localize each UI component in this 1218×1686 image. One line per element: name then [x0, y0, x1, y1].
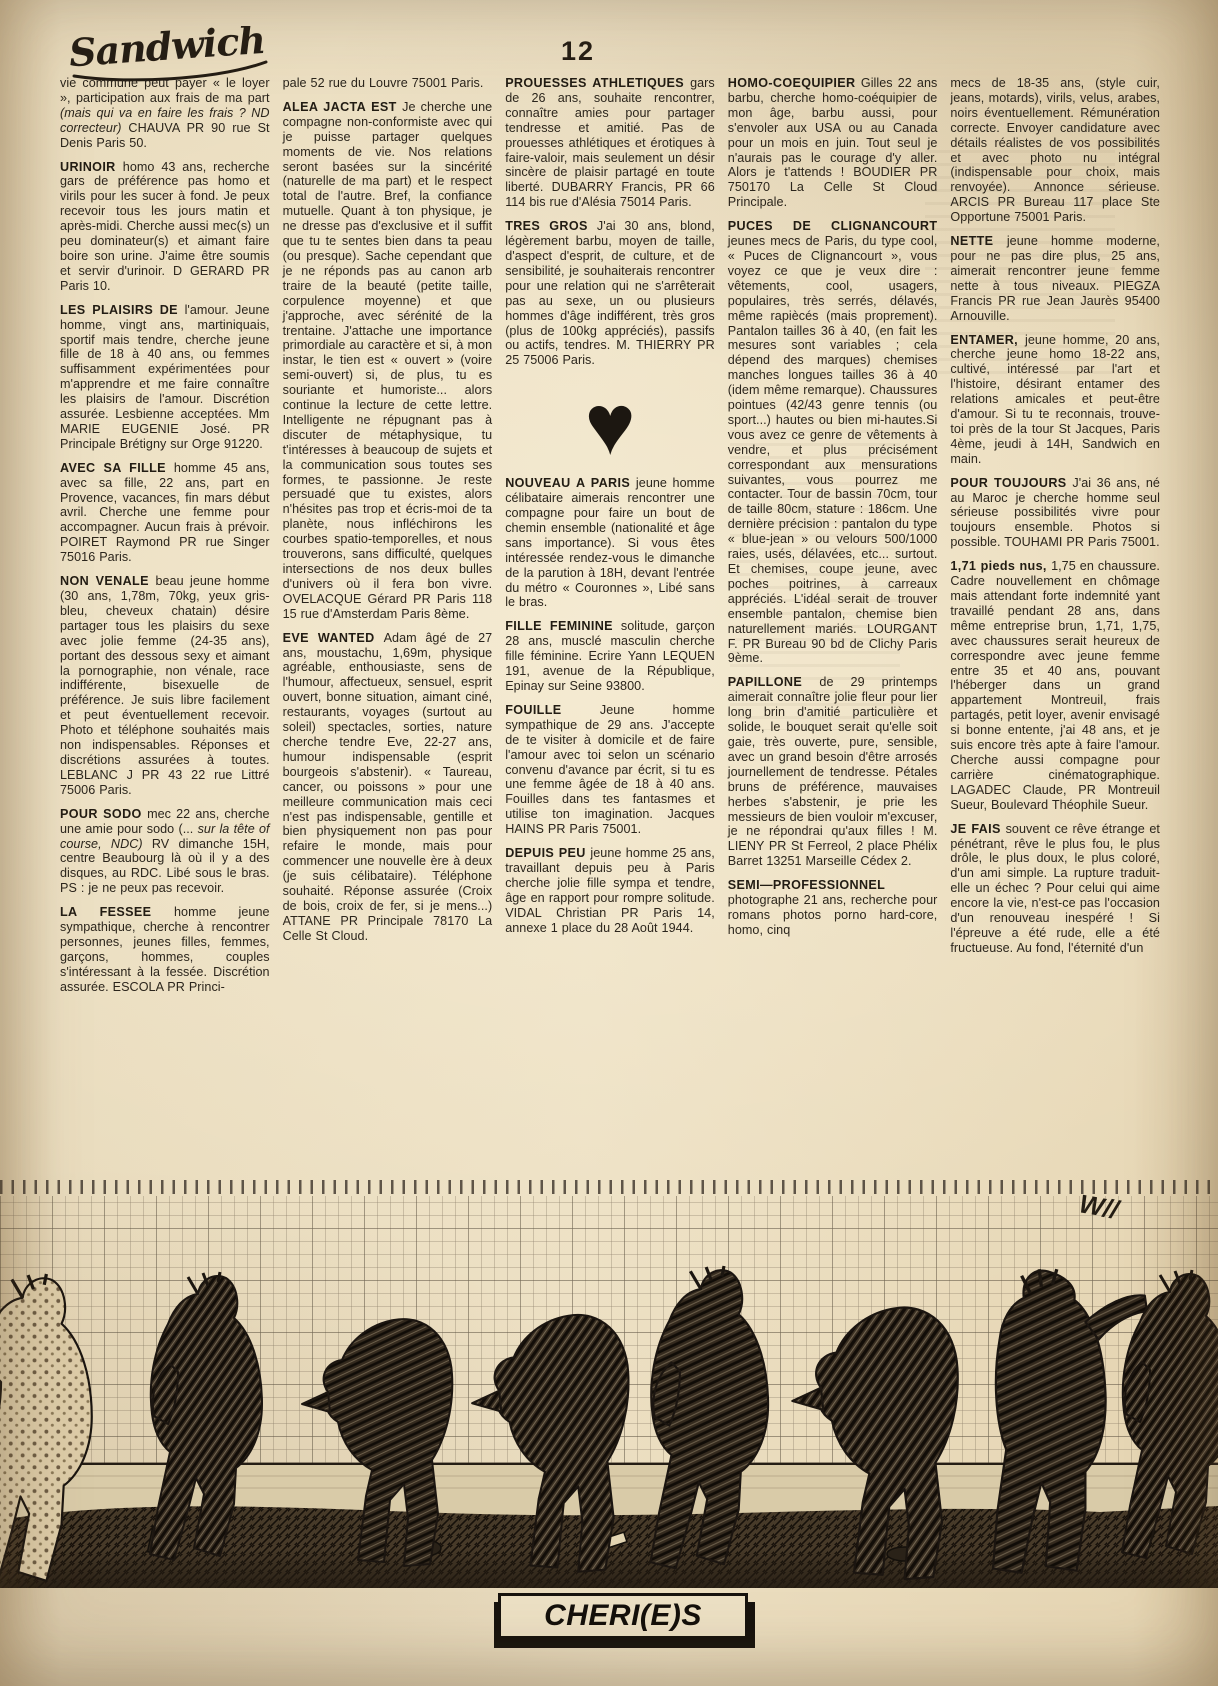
ad-heading: POUR SODO — [60, 806, 148, 821]
column-3 — [505, 76, 715, 1186]
ad-heading: 1,71 pieds nus, — [950, 559, 1052, 574]
classified-ad: PROUESSES ATHLETIQUES gars de 26 ans, souhaite rencontrer, connaître amies pour partager tendresse et amitié. Pas de prouesses athlétiques et érotiques à faire-valoir, mais seulement un désir sincère de plaisir partagé en toute liberté. DUBARRY Francis, PR 66 114 bis rue d'Alésia 75014 Paris. — [505, 76, 715, 210]
column-1 — [60, 76, 270, 1186]
classified-ad: JE FAIS souvent ce rêve étrange et pénétrant, rêve le plus fou, le plus drôle, le plus doux, le plus coloré, d'un ami simple. La rupture traduit-elle un échec ? Pour celui qui aime encore la vie, n'est-ce pas l'occasion d'un renouveau inespéré ! Si l'épreuve a été rude, elle a été fructueuse. Au fond, l'éternité d'un — [950, 821, 1160, 955]
classifieds-columns — [60, 76, 1160, 1186]
column-4 — [728, 76, 938, 1186]
classified-ad: NETTE jeune homme moderne, pour ne pas dire plus, 25 ans, aimerait rencontrer jeune femme nette à tous niveaux. PIEGZA Francis PR rue Jean Jaurès 95400 Arnouville. — [950, 234, 1160, 323]
ad-heading: PAPILLONE — [727, 675, 820, 690]
column-5 — [950, 76, 1160, 1186]
classified-ad: HOMO-COEQUIPIER Gilles 22 ans barbu, cherche homo-coéquipier de mon âge, barbu aussi, pour s'envoler aux USA ou au Canada pour un mois en juin. Tout seul je n'aurais pas le courage d'y aller. Alors je t'attends ! BOUDIER PR 750170 La Celle St Cloud Principale. — [727, 76, 938, 210]
ad-heading: NOUVEAU A PARIS — [505, 476, 636, 491]
classified-ad: ALEA JACTA EST Je cherche une compagne non-conformiste avec qui je puisse partager quelques moments de vie. Nos relations seront basées sur la sincérité (naturelle de ma part) et le respect total de l'autre. Bref, la confiance mutuelle. Quant à ton physique, je ne dresse pas d'exclusive et il suffit que tu te sentes bien dans ta peau (ou presque). Sache cependant que je ne réponds pas au canon arb traire de la beauté (petite taille, corpulence moyenne) et que j'approche, avec sérénité de la trentaine. J'attache une importance primordiale au caractère et si, à mon instar, le tien est « ouvert » (voire semi-ouvert) si, de plus, tu es souriante et humoriste... alors continue la lecture de cette lettre. Intelligente ne répugnant pas à discuter de métaphysique, tu t'intéresses à beaucoup de sujets et la communication sous toutes ses formes, te passionne. Je reste persuadé que tu existes, alors n'hésites pas trop et écris-moi de ta planète, nous infléchirons les courbes spatio-temporelles, et nous trouverons, sans difficulté, quelques intersections de nos deux bulles d'univers où il fera bon vivre. OVELACQUE Gérard PR Paris 118 15 rue d'Amsterdam Paris 8ème. — [282, 99, 493, 621]
ad-heading: AVEC SA FILLE — [60, 460, 174, 475]
classified-ad: PAPILLONE de 29 printemps aimerait connaître jolie fleur pour lier long brin d'amitié particulière et solide, le bouquet serait qu'elle soit gaie, très ouverte, pure, sensible, avec un grand besoin d'être arrosés journellement de tendresse. Pétales bruns de préférence, mauvaises herbes s'abstenir, je prie les messieurs de bien vouloir m'excuser, je ne répondrai qu'aux filles ! M. LIENY PR St Ferreol, 2 place Phélix Barret 13251 Marseille Cédex 2. — [727, 675, 938, 869]
logo-text: Sandwich — [67, 26, 267, 76]
classified-ad: vie commune peut payer « le loyer », participation aux frais de ma part (mais qui va en faire les frais ? ND correcteur) CHAUVA PR 90 rue St Denis Paris 50. — [60, 76, 270, 150]
artist-signature: W// — [1076, 1188, 1121, 1225]
ad-heading: SEMI—PROFESSIONNEL — [727, 878, 885, 893]
ad-heading: DEPUIS PEU — [505, 846, 591, 861]
classified-ad: DEPUIS PEU jeune homme 25 ans, travaillant depuis peu à Paris cherche jolie fille sympa et tendre, âge en rapport pour rompre solitude. VIDAL Christian PR Paris 14, annexe 1 place du 28 Août 1944. — [505, 846, 715, 935]
classified-ad: LA FESSEE homme jeune sympathique, cherche à rencontrer personnes, jeunes filles, femmes, garçons, hommes, couples s'intéressant à la fessée. Discrétion assurée. ESCOLA PR Princi- — [60, 905, 270, 994]
classified-ad: EVE WANTED Adam âgé de 27 ans, moustachu, 1,69m, physique agréable, enthousiaste, sens de l'humour, affectueux, sensuel, esprit ouvert, bonne situation, aimant ciné, restaurants, voyages (surtout au soleil) spectacles, sorties, nature cherche tendre Eve, 22-27 ans, humour indispensable (esprit bourgeois s'abstenir). « Taureau, cancer, ou poissons » pour une meilleure communication mais ceci n'est pas indispensable, gentille et bien physiquement non pas pour refaire le monde, mais pour commencer une nouvelle ère à deux (je suis célibataire). Téléphone souhaité. Réponse assurée (Croix de bois, croix de fer, si je mens...) ATTANE PR Principale 78170 La Celle St Cloud. — [282, 630, 493, 943]
classified-ad: NOUVEAU A PARIS jeune homme célibataire aimerais rencontrer une compagne pour faire un bout de chemin ensemble (nationalité et âge sans importance). Si vous êtes intéressée rendez-vous le dimanche de la parution à 18H, devant l'entrée du métro « Couronnes », Libé sans le bras. — [505, 476, 715, 610]
classified-ad: AVEC SA FILLE homme 45 ans, avec sa fille, 22 ans, part en Provence, vacances, fin mars début avril. Cherche une femme pour accompagner. Aucun frais à prévoir. POIRET Raymond PR rue Singer 75016 Paris. — [60, 460, 270, 565]
section-banner-title: CHERI(E)S — [544, 1599, 702, 1632]
ad-heading: EVE WANTED — [282, 630, 384, 645]
classified-ad: LES PLAISIRS DE l'amour. Jeune homme, vingt ans, martiniquais, sportif mais tendre, cherche jeune fille de 18 à 40 ans, ou femmes suffisamment expérimentées pour m'apprendre et me faire connaître les plaisirs de l'amour. Discrétion assurée. Lesbienne acceptées. Mm MARIE EUGENIE José. PR Principale Brétigny sur Orge 91220. — [60, 302, 270, 451]
classified-ad: FOUILLE Jeune homme sympathique de 29 ans. J'accepte de te visiter à domicile et de faire l'amour avec toi selon un scénario convenu d'avance par écrit, si tu es une femme âgée de 18 à 40 ans. Fouilles dans tes fantasmes et utilise ton imagination. Jacques HAINS PR Paris 75001. — [505, 702, 715, 837]
ad-heading: LA FESSEE — [60, 905, 174, 920]
ad-heading: POUR TOUJOURS — [950, 475, 1073, 490]
ground-dark-band — [0, 1548, 1218, 1588]
page-number: 12 — [560, 36, 596, 66]
ad-heading: NON VENALE — [60, 574, 156, 589]
classified-ad: POUR SODO mec 22 ans, cherche une amie pour sodo (... sur la tête of course, NDC) RV dimanche 15H, centre Beaubourg là où il y a des disques, au RDC. Libé sous le bras. PS : je ne peux pas recevoir. — [60, 806, 270, 896]
section-banner — [498, 1593, 748, 1639]
ad-heading: LES PLAISIRS DE — [60, 302, 185, 317]
ad-heading: URINOIR — [60, 159, 123, 174]
ad-heading: PROUESSES ATHLETIQUES — [505, 76, 691, 90]
ad-heading: NETTE — [950, 234, 1007, 249]
classified-ad: FILLE FEMININE solitude, garçon 28 ans, musclé masculin cherche fille féminine. Ecrire Yann LEQUEN 191, avenue de la République, Epinay sur Seine 93800. — [505, 619, 715, 693]
ad-heading: ALEA JACTA EST — [282, 99, 403, 114]
ad-heading: HOMO-COEQUIPIER — [727, 76, 861, 90]
heart-symbol: ♥ — [584, 377, 636, 474]
classified-ad: TRES GROS J'ai 30 ans, blond, légèrement barbu, moyen de taille, d'aspect d'esprit, de culture, et de sensibilité, je souhaiterais rencontrer pour une relation qui ne s'arrêterait pas au sexe, un ou plusieurs hommes d'âge indifférent, très gros (plus de 100kg appréciés), passifs ou actifs, tendres. M. THIERRY PR 25 75006 Paris. — [505, 219, 715, 368]
classified-ad: PUCES DE CLIGNANCOURT jeunes mecs de Paris, du type cool, « Puces de Clignancourt », vous voyez ce que je veux dire : vêtements, cool, usagers, populaires, très serrés, délavés, même rapiècés (mais proprement). Pantalon tailles 36 à 40, (en fait les mesures sont variables ; cela dépend des marques) chemises manches longues tailles 36 à 40 (idem même remarque). Chaussures pointues (42/43 genre tennis (ou sport...) hautes ou bien mi-hautes.Si vous avez ce genre de vêtements à vendre, et plus précisément correspondant aux mensurations suivantes, vous pourrez me contacter. Tour de bassin 70cm, tour de taille 80cm, stature : 186cm. Une dernière précision : pantalon du type « blue-jean » ou velours 500/1000 raies, usés, délavées, etc... surtout. Et chemises, coupe jeune, avec poches poitrines, à carreaux appréciés. L'idéal serait de trouver ensemble pantalon, chemise bien naturellement mariés. LOURGANT F. PR Bureau 90 bd de Clichy Paris 9ème. — [727, 219, 938, 666]
classified-ad: NON VENALE beau jeune homme (30 ans, 1,78m, 70kg, yeux gris-bleu, cheveux chatain) désire partager tous les plaisirs du sexe avec jolie femme (24-35 ans), portant des dessous sexy et aimant la pornographie, non vénale, race indifférente, bisexuelle de préférence. Je suis libre facilement et peut éventuellement recevoir. Photo et téléphone souhaités mais non indispensables. Réponses et discrétions assurées à toutes. LEBLANC J PR 43 22 rue Littré 75006 Paris. — [60, 574, 270, 797]
ad-heading: FILLE FEMININE — [505, 619, 621, 634]
ad-heading: PUCES DE CLIGNANCOURT — [727, 219, 938, 234]
classified-ad: 1,71 pieds nus, 1,75 en chaussure. Cadre nouvellement en chômage mais attendant forte indemnité yant travaillé pendant 28 ans, dans même entreprise brun, 1,71, 1,75, avec chaussures serait heureux de correspondre avec jeune femme entre 35 et 40 ans, pouvant l'héberger dans un grand appartement Montreuil, frais partagés, petit loyer, avenir envisagé si bonne entente, j'ai 48 ans, et je suis encore très apte à faire l'amour. Cherche aussi compagne pour carrière cinématographique. LAGADEC Claude, PR Montreuil Sueur, Boulevard Théophile Sueur. — [950, 559, 1160, 812]
classified-ad: mecs de 18-35 ans, (style cuir, jeans, motards), virils, velus, arabes, noirs éventuellement. Rémunération correcte. Envoyer candidature avec détails réalistes de vos possibilités et avec photo nu intégral (indispensable pour choix, mais renvoyée). Annonce sérieuse. ARCIS PR Bureau 117 place Ste Opportune 75001 Paris. — [950, 76, 1160, 225]
classified-ad: URINOIR homo 43 ans, recherche gars de préférence pas homo et virils pour les sucer à fond. Je peux recevoir tous les jours matin et après-midi. Cherche aussi mec(s) un peu dominateur(s) et aimant faire boire son urine. J'aime être soumis et servir d'urinoir. D GERARD PR Paris 10. — [60, 159, 270, 293]
ad-heading: ENTAMER, — [950, 332, 1025, 347]
classified-ad: POUR TOUJOURS J'ai 36 ans, né au Maroc je cherche homme seul sérieuse possibilités vivre pour toujours ensemble. Photos si possible. TOUHAMI PR Paris 75001. — [950, 475, 1160, 550]
ad-heading: TRES GROS — [505, 219, 597, 234]
procession-illustration — [0, 1176, 1218, 1588]
classified-ad: ENTAMER, jeune homme, 20 ans, cherche jeune homo 18-22 ans, cultivé, intéressé par l'art et l'histoire, désirant entamer des relations amicales et peut-être d'amour. Si tu te reconnais, trouve-toi près de la tour St Jacques, Paris 4ème, jeudi à 14H, Sandwich en main. — [950, 332, 1160, 466]
ad-heading: JE FAIS — [950, 821, 1006, 836]
classified-ad: pale 52 rue du Louvre 75001 Paris. — [282, 76, 484, 90]
column-2 — [283, 76, 493, 1186]
ad-heading: FOUILLE — [505, 702, 600, 717]
classified-ad: SEMI—PROFESSIONNEL photographe 21 ans, recherche pour romans photos porno hard-core, homo, cinq — [727, 878, 938, 937]
